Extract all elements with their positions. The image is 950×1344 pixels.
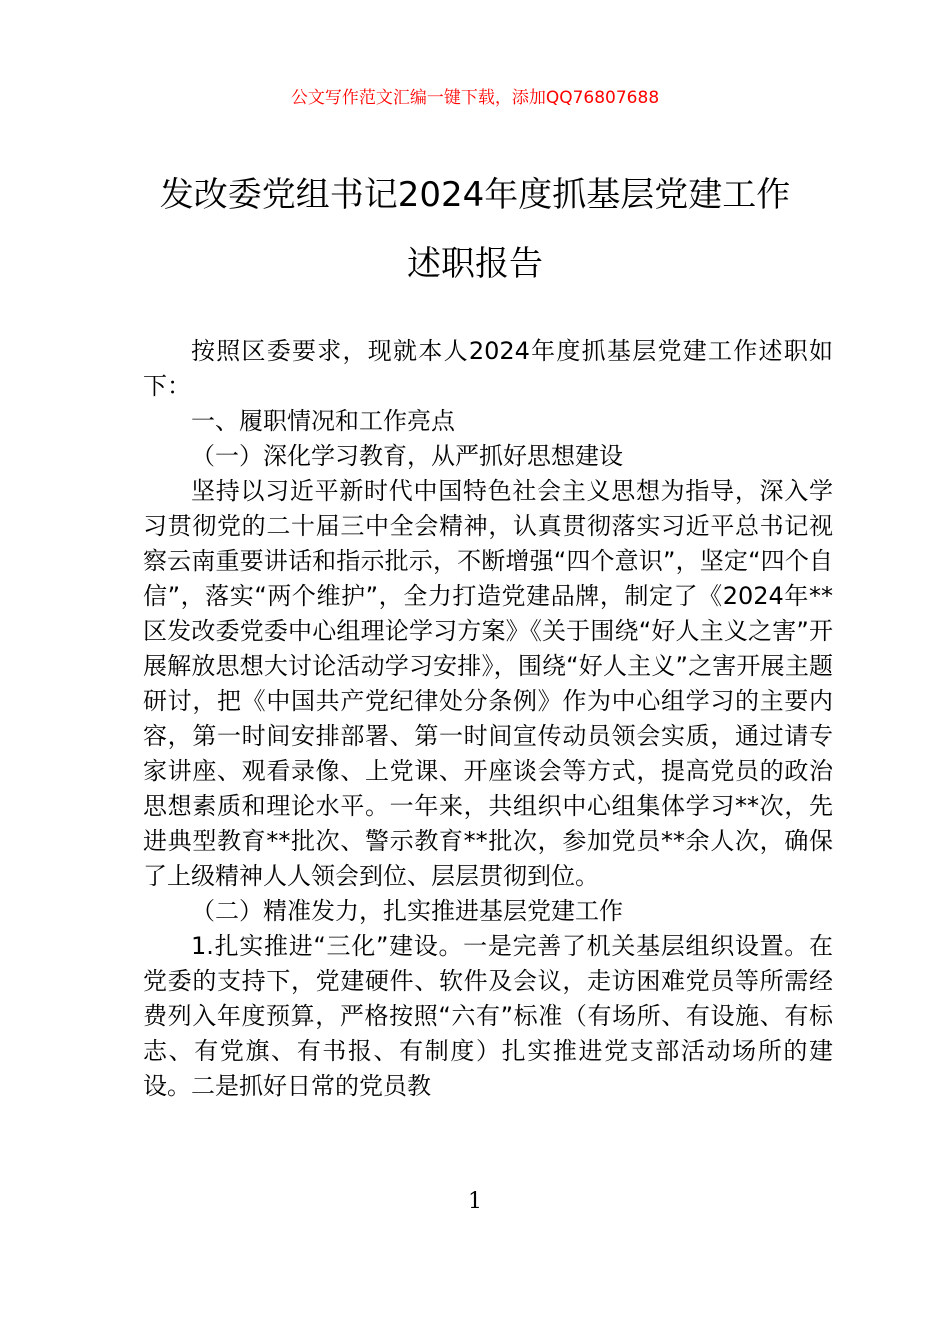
- document-title-line-1: 发改委党组书记2024年度抓基层党建工作: [159, 175, 791, 215]
- page-number: 1: [468, 1189, 482, 1214]
- section-heading-1: 一、履职情况和工作亮点: [191, 407, 455, 435]
- document-body: [143, 334, 833, 1104]
- subsection-heading-2: （二）精准发力，扎实推进基层党建工作: [191, 897, 623, 925]
- subsection-heading-1: （一）深化学习教育，从严抓好思想建设: [191, 442, 623, 470]
- intro-paragraph: 按照区委要求，现就本人2024年度抓基层党建工作述职如下：: [143, 337, 833, 400]
- document-title-line-2: 述职报告: [407, 244, 543, 284]
- header-download-note: 公文写作范文汇编一键下载，添加QQ76807688: [290, 88, 660, 108]
- body-paragraph-2: 1.扎实推进“三化”建设。一是完善了机关基层组织设置。在党委的支持下，党建硬件、软件及会议，走访困难党员等所需经费列入年度预算，严格按照“六有”标准（有场所、有设施、有标志、有党旗、有书报、有制度）扎实推进党支部活动场所的建设。二是抓好日常的党员教: [143, 932, 833, 1100]
- body-paragraph-1: 坚持以习近平新时代中国特色社会主义思想为指导，深入学习贯彻党的二十届三中全会精神，认真贯彻落实习近平总书记视察云南重要讲话和指示批示，不断增强“四个意识”，坚定“四个自信”，落实“两个维护”，全力打造党建品牌，制定了《2024年**区发改委党委中心组理论学习方案》《关于围绕“好人主义之害”开展解放思想大讨论活动学习安排》，围绕“好人主义”之害开展主题研讨，把《中国共产党纪律处分条例》作为中心组学习的主要内容，第一时间安排部署、第一时间宣传动员领会实质，通过请专家讲座、观看录像、上党课、开座谈会等方式，提高党员的政治思想素质和理论水平。一年来，共组织中心组集体学习**次，先进典型教育**批次、警示教育**批次，参加党员**余人次，确保了上级精神人人领会到位、层层贯彻到位。: [143, 477, 833, 890]
